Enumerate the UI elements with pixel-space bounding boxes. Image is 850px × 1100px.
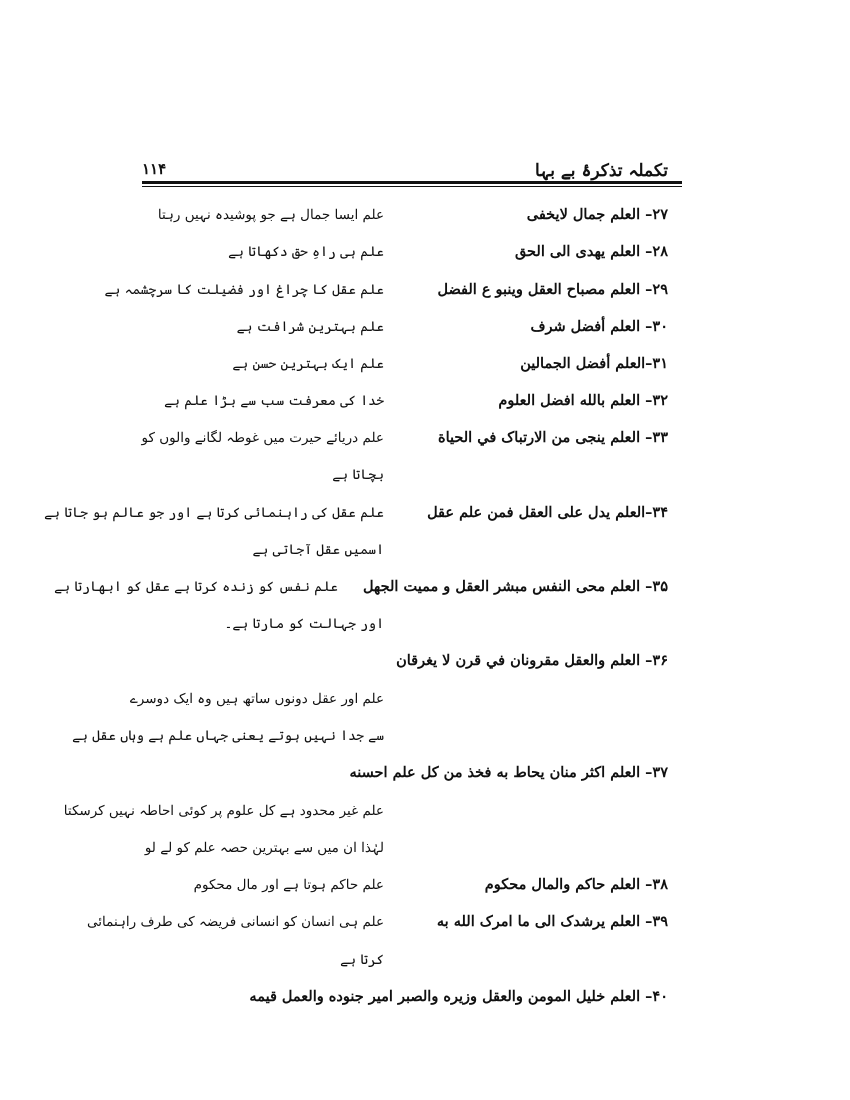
- entry-arabic: ۳۶– العلم والعقل مقرونان في قرن لا یغرقان: [396, 652, 668, 669]
- entry-arabic: ۳۸– العلم حاکم والمال محکوم: [484, 876, 668, 893]
- header-rule-thin: [142, 186, 682, 187]
- entry-arabic: ۳۷– العلم اکثر منان یحاط به فخذ من کل علم احسنه: [349, 764, 668, 781]
- entry-urdu: علم ہی راہِ حق دکھاتا ہے: [228, 244, 384, 260]
- entry-arabic: ۳۰– العلم أفضل شرف: [530, 318, 668, 335]
- entry-urdu: علم نفس کو زندہ کرتا ہے عقل کو ابھارتا ہے: [54, 579, 338, 595]
- entry-urdu-continuation: بچاتا ہے: [332, 467, 384, 483]
- entry-urdu-continuation: سے جدا نہیں ہوتے یعنی جہاں علم ہے وہاں عقل ہے: [72, 728, 384, 744]
- entry-urdu: علم ایک بہترین حسن ہے: [232, 356, 384, 372]
- page-number: ۱۱۴: [142, 160, 167, 178]
- entry-urdu: خدا کی معرفت سب سے بڑا علم ہے: [164, 393, 384, 409]
- entry-arabic: ۲۸– العلم یهدی الی الحق: [514, 243, 668, 260]
- entry-urdu-continuation: اور جہالت کو مارتا ہے۔: [224, 616, 384, 632]
- entry-arabic: ۳۹– العلم یرشدک الی ما امرک الله به: [436, 913, 668, 930]
- entry-urdu: علم ایسا جمال ہے جو پوشیدہ نہیں رہتا: [157, 207, 384, 223]
- entry-urdu: علم دریائے حیرت میں غوطہ لگانے والوں کو: [141, 430, 384, 446]
- entry-urdu-continuation: اسمیں عقل آجاتی ہے: [252, 542, 384, 558]
- entry-urdu: علم عقل کی راہنمائی کرتا ہے اور جو عالم ہو جاتا ہے: [44, 505, 384, 521]
- entry-urdu: علم بہترین شرافت ہے: [236, 319, 384, 335]
- entry-urdu: علم اور عقل دونوں ساتھ ہیں وہ ایک دوسرے: [129, 691, 384, 707]
- entry-arabic: ۳۳– العلم ینجی من الارتباک في الحیاة: [438, 429, 668, 446]
- entry-arabic: ۳۲– العلم بالله افضل العلوم: [498, 392, 668, 409]
- entry-arabic: ۳۵– العلم محی النفس مبشر العقل و ممیت الجهل: [362, 578, 668, 595]
- entry-arabic: ۳۴–العلم یدل علی العقل فمن علم عقل: [427, 504, 668, 521]
- entry-arabic: ۳۱–العلم أفضل الجمالین: [520, 355, 668, 372]
- header-rule-thick: [142, 181, 682, 184]
- entry-arabic: ۲۷– العلم جمال لایخفی: [526, 206, 668, 223]
- entry-urdu: علم عقل کا چراغ اور فضیلت کا سرچشمہ ہے: [104, 282, 384, 298]
- entry-urdu-continuation: لہٰذا ان میں سے بہترین حصہ علم کو لے لو: [144, 840, 384, 856]
- running-header-title: تکملہ تذکرۂ بے بہا: [535, 161, 668, 181]
- entry-urdu: علم حاکم ہوتا ہے اور مال محکوم: [193, 877, 384, 893]
- entry-urdu: علم ہی انسان کو انسانی فریضہ کی طرف راہنمائی: [87, 914, 384, 930]
- entry-urdu-continuation: کرتا ہے: [340, 952, 384, 968]
- entry-urdu: علم غیر محدود ہے کل علوم پر کوئی احاطہ نہیں کرسکتا: [63, 803, 384, 819]
- entry-arabic: ۲۹– العلم مصباح العقل وینبو ع الفضل: [437, 281, 668, 298]
- entry-arabic: ۴۰– العلم خلیل المومن والعقل وزیره والصبر امیر جنوده والعمل قیمه: [249, 988, 668, 1005]
